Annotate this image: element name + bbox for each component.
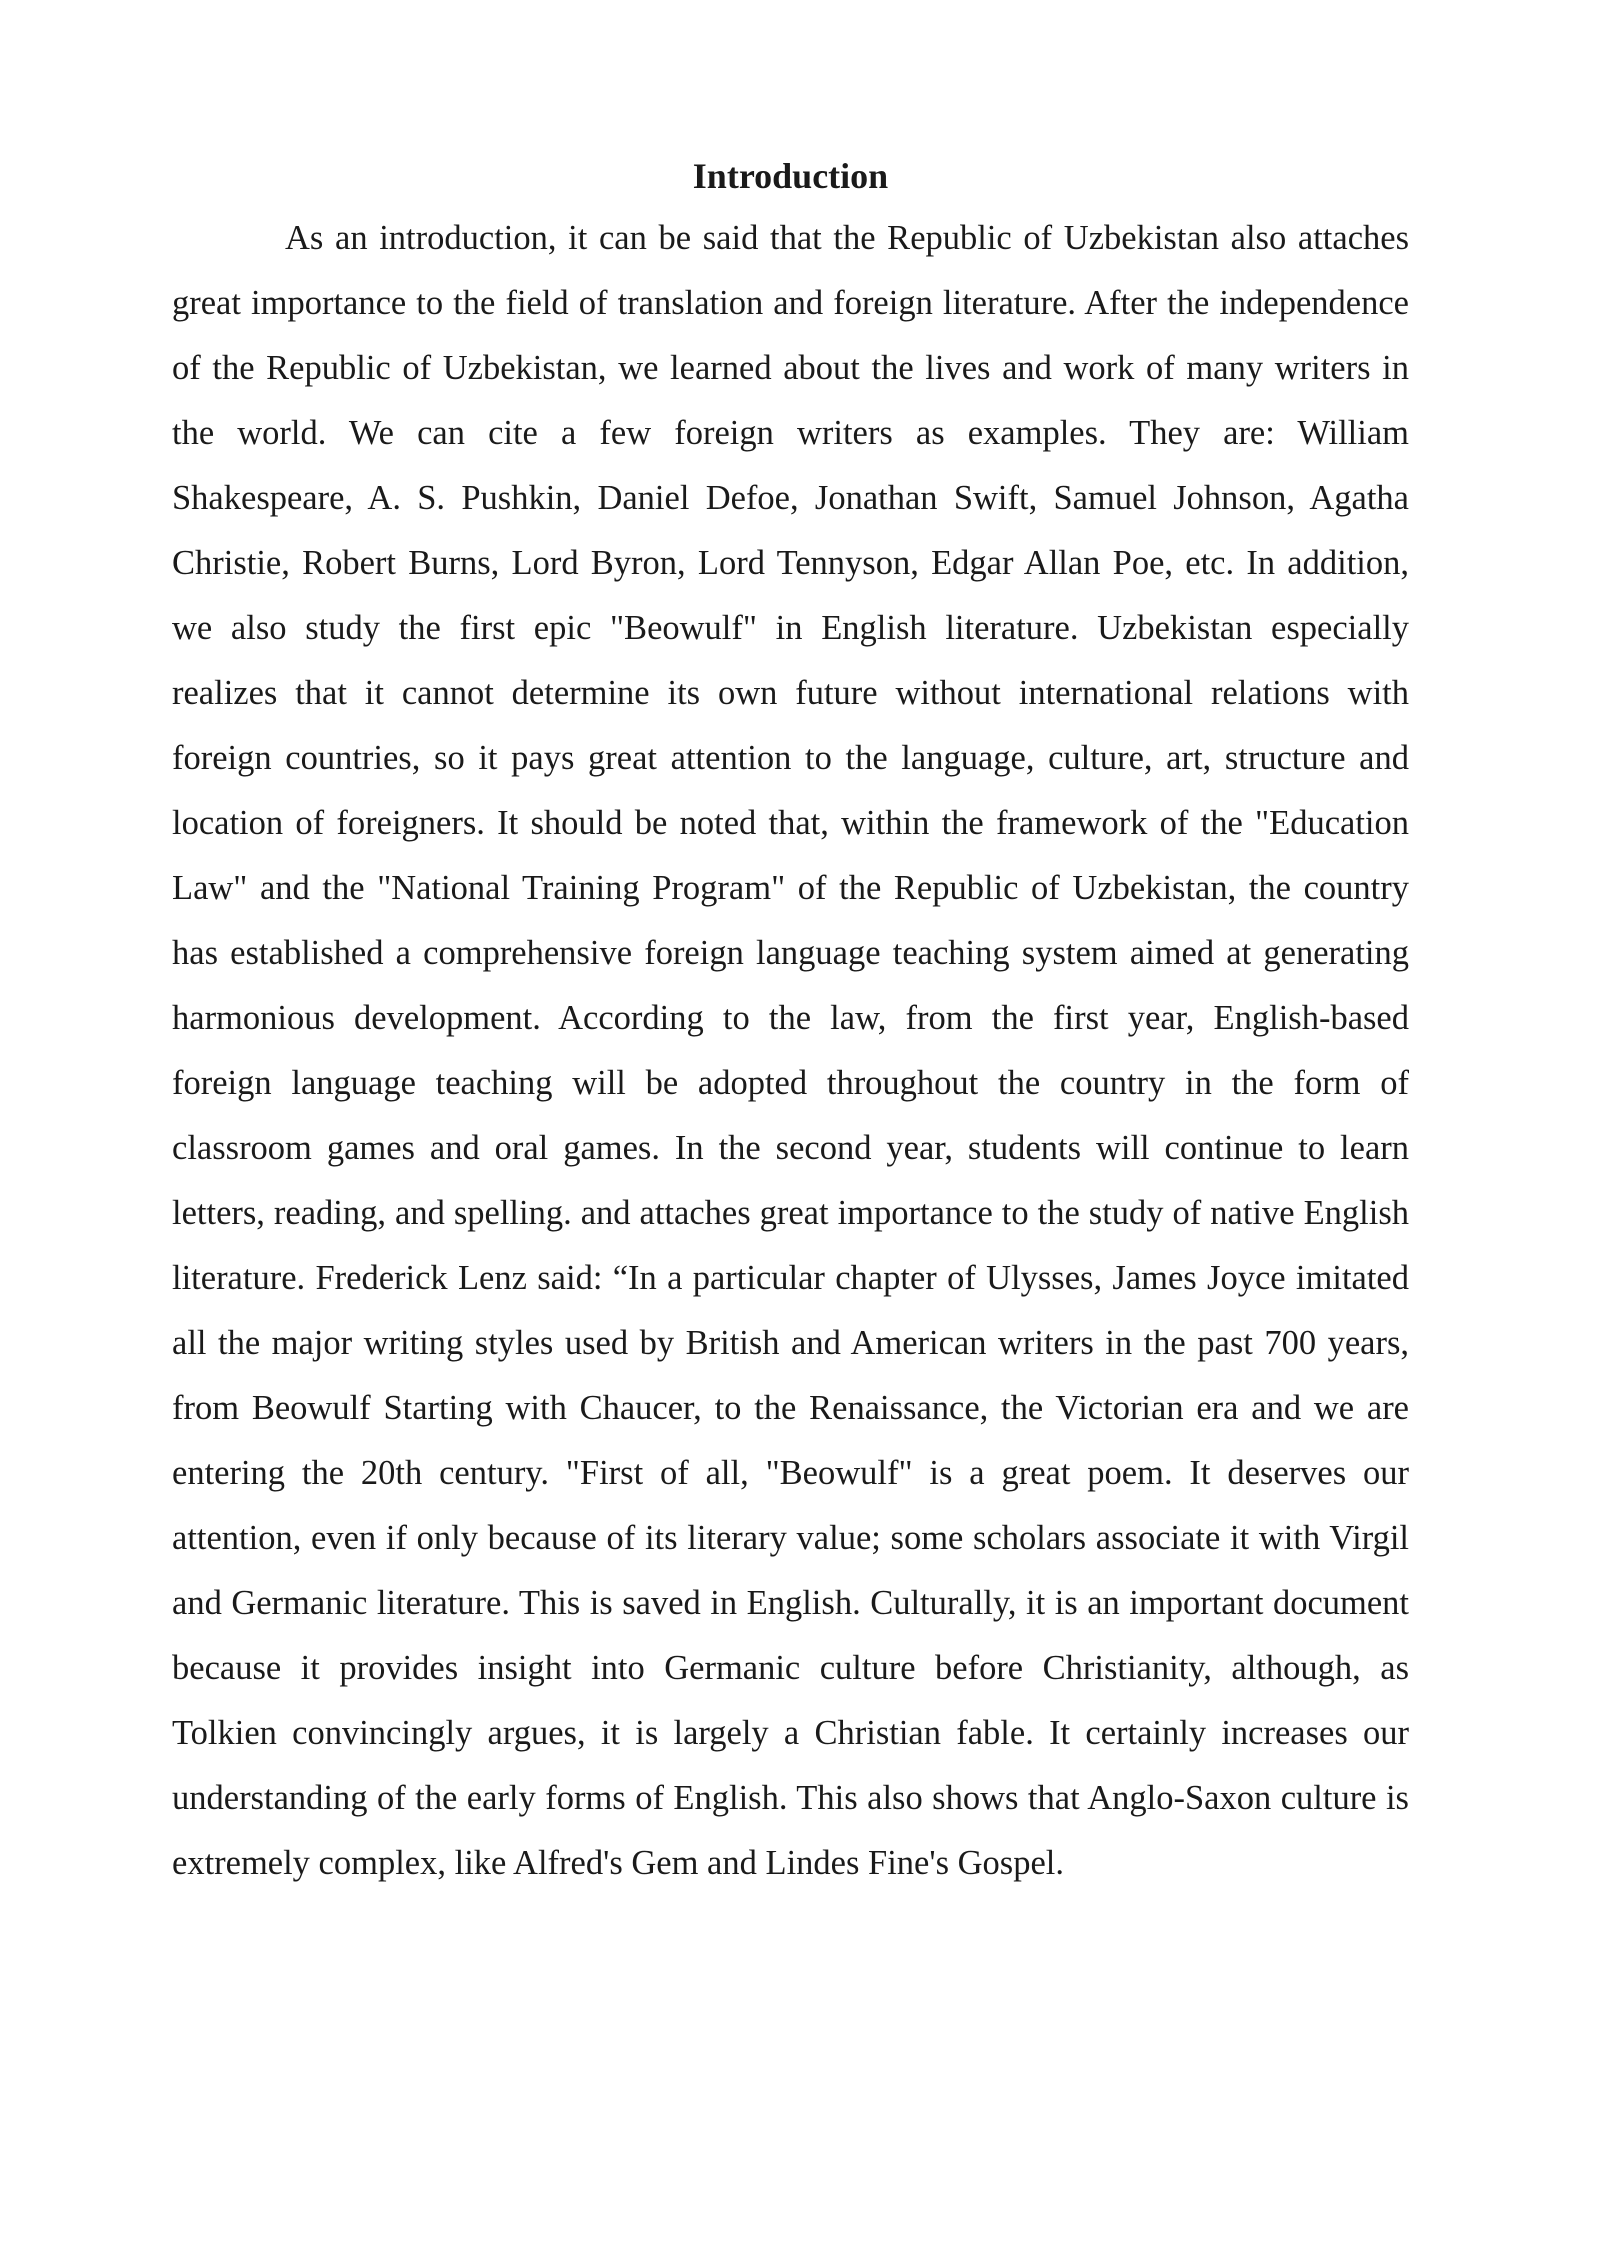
document-body <box>172 150 1409 1896</box>
introduction-paragraph: As an introduction, it can be said that the Republic of Uzbekistan also attaches great importance to the field of translation and foreign literature. After the independence of the Republic of Uzbekistan, we learned about the lives and work of many writers in the world. We can cite a few foreign writers as examples. They are: William Shakespeare, A. S. Pushkin, Daniel Defoe, Jonathan Swift, Samuel Johnson, Agatha Christie, Robert Burns, Lord Byron, Lord Tennyson, Edgar Allan Poe, etc. In addition, we also study the first epic "Beowulf" in English literature. Uzbekistan especially realizes that it cannot determine its own future without international relations with foreign countries, so it pays great attention to the language, culture, art, structure and location of foreigners. It should be noted that, within the framework of the "Education Law" and the "National Training Program" of the Republic of Uzbekistan, the country has established a comprehensive foreign language teaching system aimed at generating harmonious development. According to the law, from the first year, English-based foreign language teaching will be adopted throughout the country in the form of classroom games and oral games. In the second year, students will continue to learn letters, reading, and spelling. and attaches great importance to the study of native English literature. Frederick Lenz said: “In a particular chapter of Ulysses, James Joyce imitated all the major writing styles used by British and American writers in the past 700 years, from Beowulf Starting with Chaucer, to the Renaissance, the Victorian era and we are entering the 20th century. "First of all, "Beowulf" is a great poem. It deserves our attention, even if only because of its literary value; some scholars associate it with Virgil and Germanic literature. This is saved in English. Culturally, it is an important document because it provides insight into Germanic culture before Christianity, although, as Tolkien convincingly argues, it is largely a Christian fable. It certainly increases our understanding of the early forms of English. This also shows that Anglo-Saxon culture is extremely complex, like Alfred's Gem and Lindes Fine's Gospel. <box>172 219 1409 1882</box>
page-title: Introduction <box>692 156 889 196</box>
